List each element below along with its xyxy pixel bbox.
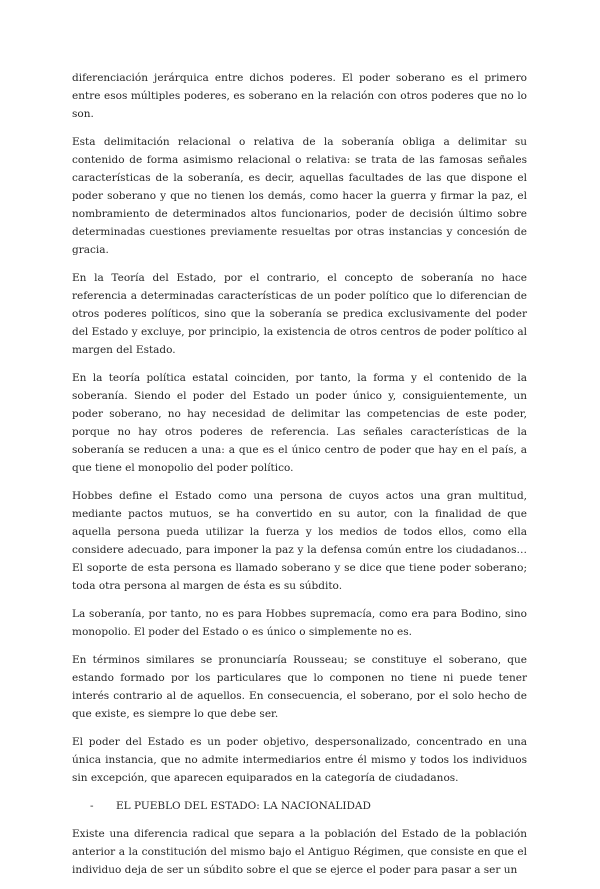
document-body	[72, 69, 527, 889]
paragraph-8: El poder del Estado es un poder objetivo, despersonalizado, concentrado en una única instancia, que no admite intermediarios entre él mismo y todos los individuos sin excepción, que aparecen equiparados en la categoría de ciudadanos.	[72, 736, 527, 784]
paragraph-final: Existe una diferencia radical que separa a la población del Estado de la población anterior a la constitución del mismo bajo el Antiguo Régimen, que consiste en que el individuo deja de ser un súbdito sobre el que se ejerce el poder para pasar a ser un	[72, 828, 527, 876]
paragraph-2: Esta delimitación relacional o relativa de la soberanía obliga a delimitar su contenido de forma asimismo relacional o relativa: se trata de las famosas señales características de la soberanía, es decir, aquellas facultades de las que dispone el poder soberano y que no tienen los demás, como hacer la guerra y firmar la paz, el nombramiento de determinados altos funcionarios, poder de decisión último sobre determinadas cuestiones previamente resueltas por otras instancias y concesión de gracia.	[72, 136, 527, 256]
paragraph-5: Hobbes define el Estado como una persona de cuyos actos una gran multitud, mediante pactos mutuos, se ha convertido en su autor, con la finalidad de que aquella persona pueda utilizar la fuerza y los medios de todos ellos, como ella considere adecuado, para imponer la paz y la defensa común entre los ciudadanos… El soporte de esta persona es llamado soberano y se dice que tiene poder soberano; toda otra persona al margen de ésta es su súbdito.	[72, 490, 527, 592]
paragraph-6: La soberanía, por tanto, no es para Hobbes supremacía, como era para Bodino, sino monopolio. El poder del Estado o es único o simplemente no es.	[72, 608, 527, 638]
list-bullet: -	[90, 800, 94, 812]
paragraph-7: En términos similares se pronunciaría Rousseau; se constituye el soberano, que estando formado por los particulares que lo componen no tiene ni puede tener interés contrario al de aquellos. En consecuencia, el soberano, por el solo hecho de que existe, es siempre lo que debe ser.	[72, 654, 527, 720]
paragraph-4: En la teoría política estatal coinciden, por tanto, la forma y el contenido de la soberanía. Siendo el poder del Estado un poder único y, consiguientemente, un poder soberano, no hay necesidad de delimitar las competencias de este poder, porque no hay otros poderes de referencia. Las señales características de la soberanía se reducen a una: a que es el único centro de poder que hay en el país, a que tiene el monopolio del poder político.	[72, 372, 527, 474]
section-heading: EL PUEBLO DEL ESTADO: LA NACIONALIDAD	[116, 800, 371, 812]
section-list-item	[72, 797, 527, 815]
paragraph-3: En la Teoría del Estado, por el contrario, el concepto de soberanía no hace referencia a determinadas características de un poder político que lo diferencian de otros poderes políticos, sino que la soberanía se predica exclusivamente del poder del Estado y excluye, por principio, la existencia de otros centros de poder político al margen del Estado.	[72, 272, 527, 356]
paragraph-1: diferenciación jerárquica entre dichos poderes. El poder soberano es el primero entre esos múltiples poderes, es soberano en la relación con otros poderes que no lo son.	[72, 72, 527, 120]
